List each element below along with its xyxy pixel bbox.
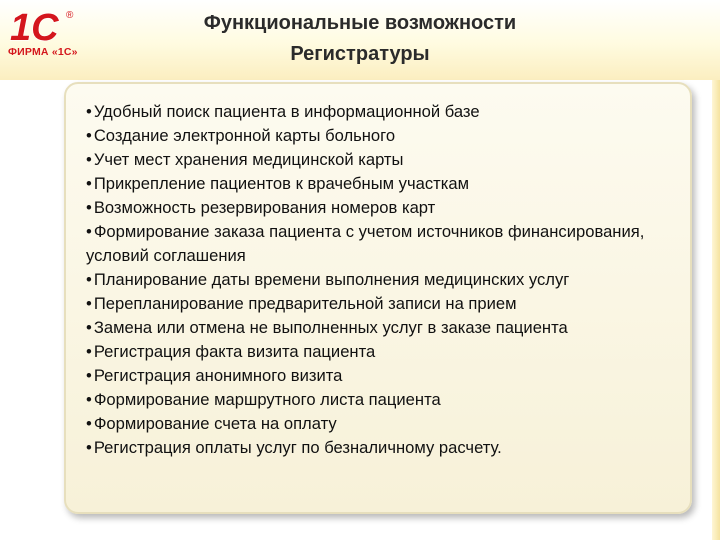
list-item-text: Замена или отмена не выполненных услуг в заказе пациента xyxy=(93,318,568,337)
right-decor-strip xyxy=(712,80,720,540)
list-item xyxy=(86,292,686,316)
list-item xyxy=(86,412,686,436)
list-item-text: Регистрация анонимного визита xyxy=(93,366,343,385)
page-title xyxy=(110,8,610,70)
list-item-text: Прикрепление пациентов к врачебным участкам xyxy=(93,174,469,193)
bullet: • xyxy=(86,342,92,361)
list-item-text: Удобный поиск пациента в информационной базе xyxy=(93,102,480,121)
bullet: • xyxy=(86,126,92,145)
bullet: • xyxy=(86,366,92,385)
list-item xyxy=(86,316,686,340)
list-item xyxy=(86,196,686,220)
list-item xyxy=(86,148,686,172)
list-item xyxy=(86,172,686,196)
bullet: • xyxy=(86,438,92,457)
feature-list xyxy=(86,100,686,460)
bullet: • xyxy=(86,294,92,313)
list-item xyxy=(86,364,686,388)
list-item xyxy=(86,340,686,364)
list-item-text: Создание электронной карты больного xyxy=(93,126,396,145)
list-item xyxy=(86,100,686,124)
title-line-1: Функциональные возможности xyxy=(203,12,517,34)
list-item xyxy=(86,220,686,268)
list-item-text: Формирование счета на оплату xyxy=(93,414,337,433)
list-item-text: Формирование заказа пациента с учетом источников финансирования, условий соглашения xyxy=(86,222,645,265)
list-item xyxy=(86,436,686,460)
list-item xyxy=(86,268,686,292)
list-item xyxy=(86,124,686,148)
list-item-text: Формирование маршрутного листа пациента xyxy=(93,390,441,409)
title-line-2: Регистратуры xyxy=(290,43,430,65)
registered-mark: ® xyxy=(66,10,74,21)
list-item-text: Учет мест хранения медицинской карты xyxy=(93,150,404,169)
list-item xyxy=(86,388,686,412)
logo-1c xyxy=(8,6,88,68)
logo-1c-mark xyxy=(8,6,88,46)
list-item-text: Возможность резервирования номеров карт xyxy=(93,198,436,217)
bullet: • xyxy=(86,318,92,337)
logo-caption: ФИРМА «1С» xyxy=(8,46,78,58)
bullet: • xyxy=(86,414,92,433)
list-item-text: Перепланирование предварительной записи на прием xyxy=(93,294,517,313)
logo-mark-text: 1С xyxy=(10,7,59,46)
list-item-text: Планирование даты времени выполнения медицинских услуг xyxy=(93,270,570,289)
list-item-text: Регистрация факта визита пациента xyxy=(93,342,376,361)
bullet: • xyxy=(86,222,92,241)
bullet: • xyxy=(86,150,92,169)
bullet: • xyxy=(86,174,92,193)
bullet: • xyxy=(86,198,92,217)
bullet: • xyxy=(86,102,92,121)
bullet: • xyxy=(86,390,92,409)
list-item-text: Регистрация оплаты услуг по безналичному расчету. xyxy=(93,438,502,457)
bullet: • xyxy=(86,270,92,289)
